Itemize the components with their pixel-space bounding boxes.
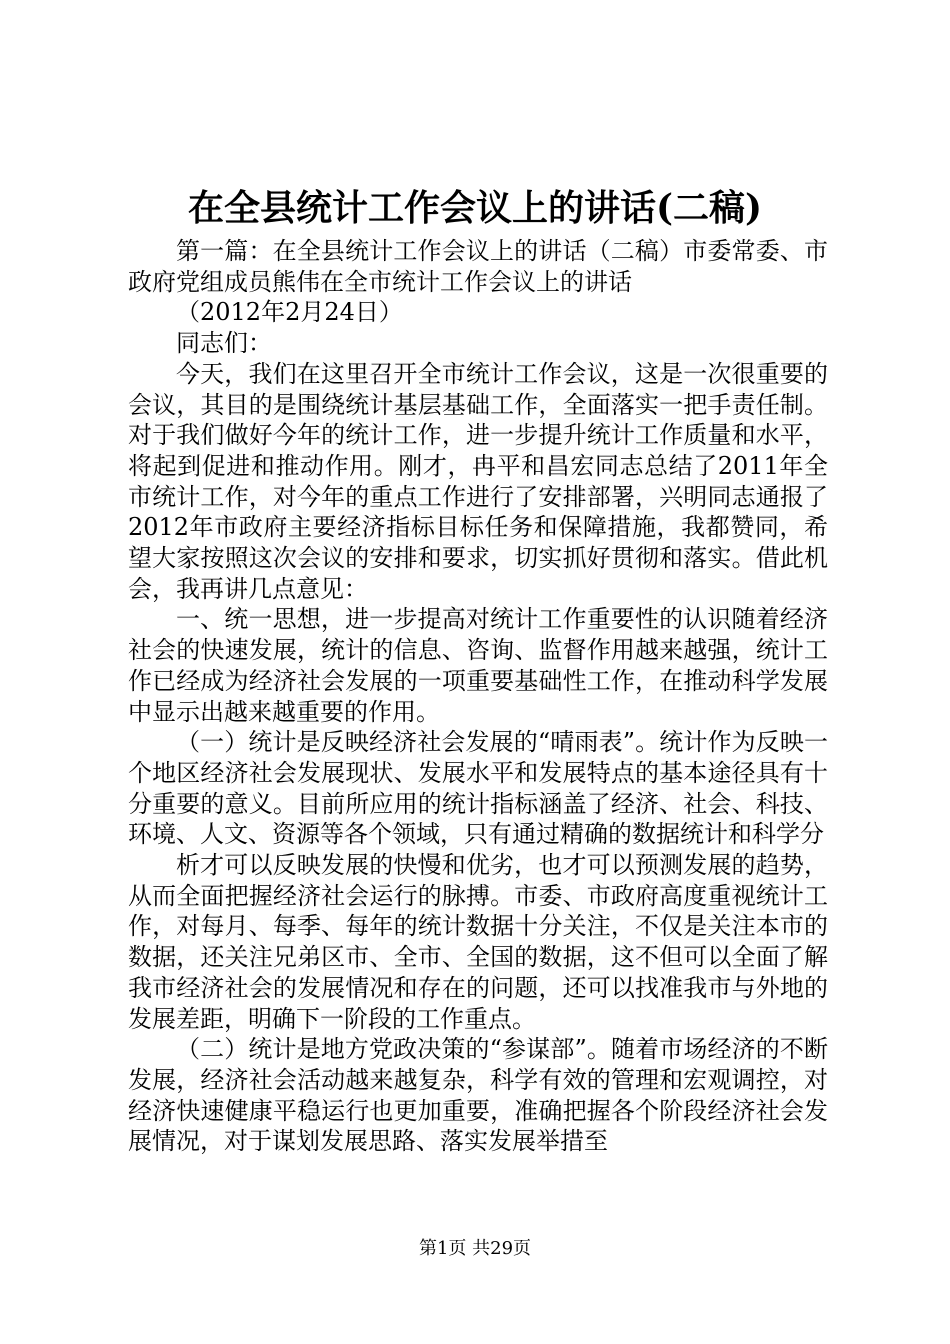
paragraph-date: （2012年2月24日）	[176, 298, 403, 327]
paragraph-continuation: 析才可以反映发展的快慢和优劣，也才可以预测发展的趋势，从而全面把握经济社会运行的脉搏。市委、市政府高度重视统计工作，对每月、每季、每年的统计数据十分关注，不仅是关注本市的数据，还关注兄弟区市、全市、全国的数据，这不但可以全面了解我市经济社会的发展情况和存在的问题，还可以找准我市与外地的发展差距，明确下一阶段的工作重点。	[128, 851, 828, 1033]
paragraph-intro: 今天，我们在这里召开全市统计工作会议，这是一次很重要的会议，其目的是围绕统计基层基础工作，全面落实一把手责任制。对于我们做好今年的统计工作，进一步提升统计工作质量和水平，将起到促进和推动作用。刚才，冉平和昌宏同志总结了2011年全市统计工作，对今年的重点工作进行了安排部署，兴明同志通报了2012年市政府主要经济指标目标任务和保障措施，我都赞同，希望大家按照这次会议的安排和要求，切实抓好贯彻和落实。借此机会，我再讲几点意见：	[128, 359, 828, 603]
paragraph-subsection-two: （二）统计是地方党政决策的“参谋部”。随着市场经济的不断发展，经济社会活动越来越复杂，科学有效的管理和宏观调控，对经济快速健康平稳运行也更加重要，准确把握各个阶段经济社会发展情况，对于谋划发展思路、落实发展举措至	[128, 1035, 828, 1156]
page-footer: 第1页 共29页	[418, 1238, 532, 1259]
paragraph-heading-line: 第一篇：在全县统计工作会议上的讲话（二稿）市委常委、市政府党组成员熊伟在全市统计工作会议上的讲话	[128, 237, 828, 296]
paragraph-section-one: 一、统一思想，进一步提高对统计工作重要性的认识随着经济社会的快速发展，统计的信息、咨询、监督作用越来越强，统计工作已经成为经济社会发展的一项重要基础性工作，在推动科学发展中显示出越来越重要的作用。	[128, 605, 828, 726]
document-title: 在全县统计工作会议上的讲话(二稿)	[187, 187, 763, 229]
paragraph-subsection-one: （一）统计是反映经济社会发展的“晴雨表”。统计作为反映一个地区经济社会发展现状、发展水平和发展特点的基本途径具有十分重要的意义。目前所应用的统计指标涵盖了经济、社会、科技、环境、人文、资源等各个领域，只有通过精确的数据统计和科学分	[128, 728, 828, 849]
document-body	[128, 236, 828, 1157]
paragraph-salutation: 同志们：	[176, 329, 272, 358]
